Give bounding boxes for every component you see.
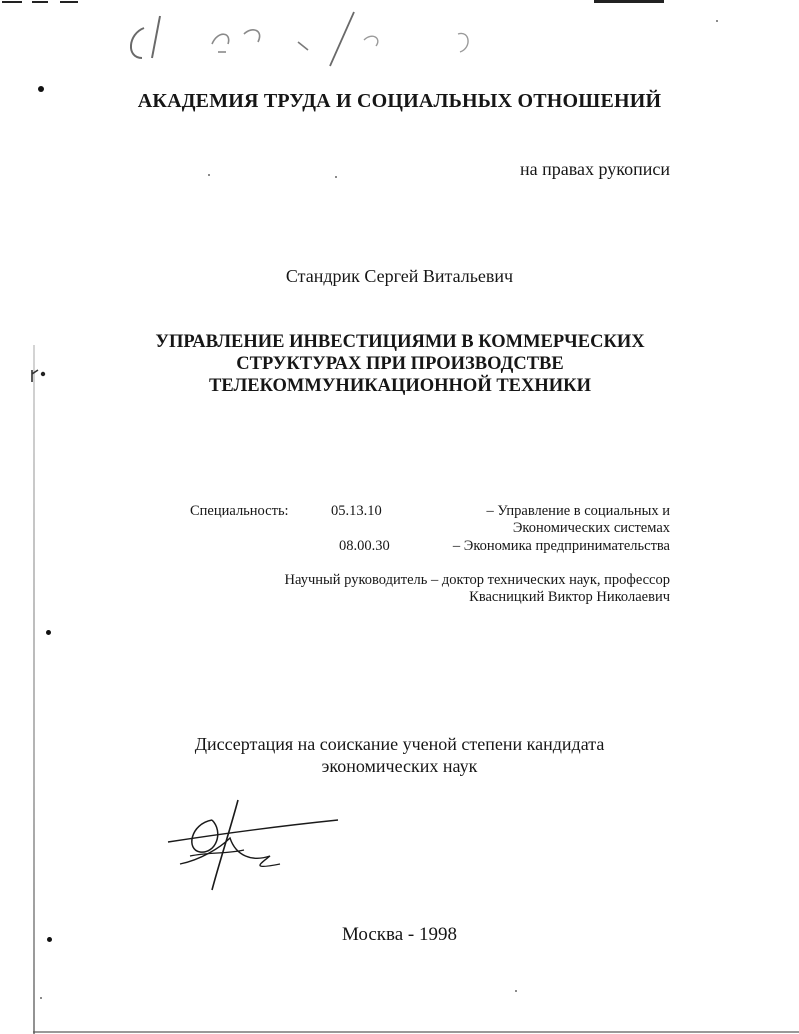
scan-speck — [208, 174, 210, 176]
manuscript-note: на правах рукописи — [520, 159, 670, 179]
title-line: ТЕЛЕКОММУНИКАЦИОННОЙ ТЕХНИКИ — [209, 376, 591, 396]
author-name: Стандрик Сергей Витальевич — [285, 266, 514, 286]
degree-line: Диссертация на соискание ученой степени кандидата — [194, 734, 605, 754]
supervisor-name: Квасницкий Виктор Николаевич — [469, 589, 670, 605]
institution-name: АКАДЕМИЯ ТРУДА И СОЦИАЛЬНЫХ ОТНОШЕНИЙ — [137, 90, 662, 112]
dissertation-title — [100, 331, 700, 397]
specialty-description: – Экономика предпринимательства — [452, 538, 670, 554]
handwritten-signature — [160, 790, 340, 900]
scan-speck — [515, 990, 517, 992]
punch-dot — [46, 630, 51, 635]
scan-speck — [716, 20, 718, 22]
margin-mark — [30, 368, 50, 384]
degree-line: экономических наук — [321, 756, 478, 776]
scan-edge-marks — [0, 0, 80, 4]
specialty-code: 08.00.30 — [339, 538, 390, 554]
city-year: Москва - 1998 — [341, 924, 458, 945]
specialty-label: Специальность: — [190, 503, 289, 519]
supervisor-block — [210, 572, 670, 606]
scan-bottom-edge — [33, 1031, 799, 1033]
scan-edge-bar — [594, 0, 664, 3]
specialty-description: – Управление в социальных и — [486, 503, 670, 519]
scan-speck — [335, 176, 337, 178]
handwritten-archive-note — [120, 8, 500, 68]
title-line: УПРАВЛЕНИЕ ИНВЕСТИЦИЯМИ В КОММЕРЧЕСКИХ — [155, 332, 645, 352]
specialty-description: Экономических системах — [512, 520, 670, 536]
specialty-code: 05.13.10 — [331, 503, 382, 519]
scan-speck — [40, 997, 42, 999]
degree-statement — [0, 733, 799, 777]
supervisor-title: Научный руководитель – доктор технических наук, профессор — [284, 572, 670, 588]
title-line: СТРУКТУРАХ ПРИ ПРОИЗВОДСТВЕ — [236, 354, 564, 374]
